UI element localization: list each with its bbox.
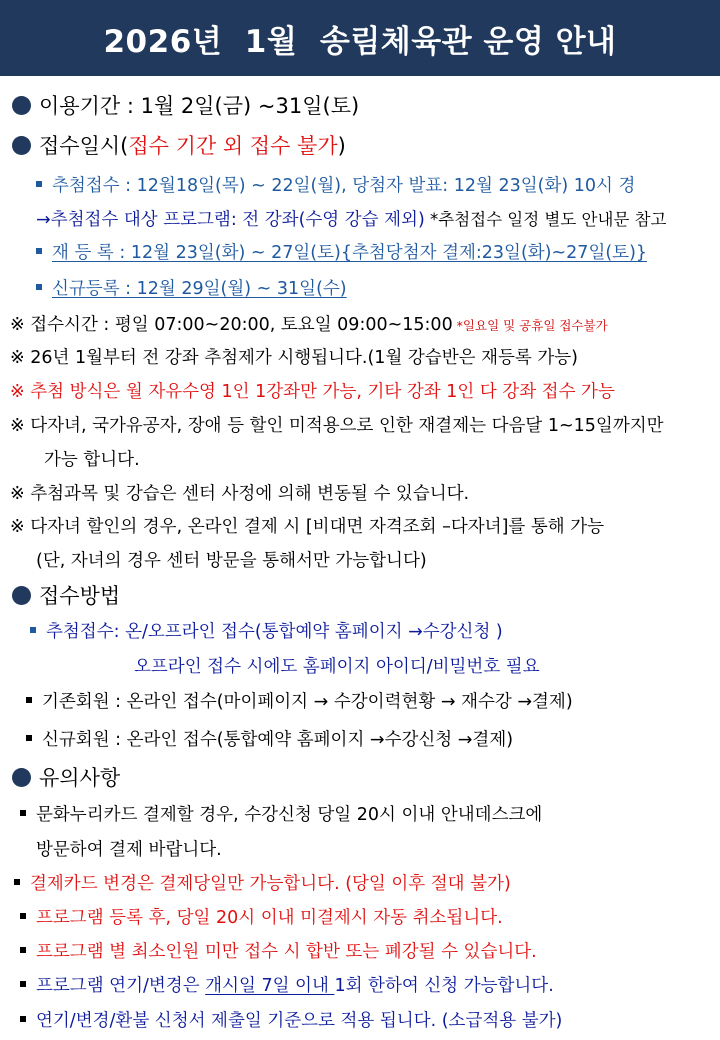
method-heading: 접수방법 xyxy=(39,584,121,608)
reception-heading: 접수일시( xyxy=(39,134,129,158)
notice-heading: 유의사항 xyxy=(39,766,121,790)
period-line xyxy=(12,93,359,119)
notice-item-5-underlined: 개시일 7일 이내 xyxy=(205,976,335,996)
period-value: 1월 2일(금) ~31일(토) xyxy=(133,94,360,118)
notice-heading-line xyxy=(12,765,120,791)
lottery-period: 추첨접수 : 12월18일(목) ~ 22일(월), 당첨자 발표: 12월 23일(화) 10시 경 xyxy=(52,176,636,196)
hours-line xyxy=(10,314,608,337)
circle-bullet-icon xyxy=(12,586,31,605)
notice-item-2-text: 결제카드 변경은 결제당일만 가능합니다. (당일 이후 절대 불가) xyxy=(30,874,511,894)
circle-bullet-icon xyxy=(12,96,31,115)
notice-item-1-text: 문화누리카드 결제할 경우, 수강신청 당일 20시 이내 안내데스크에 xyxy=(36,805,543,825)
lottery-period-line xyxy=(36,175,635,197)
lottery-target-line xyxy=(36,209,666,231)
square-bullet-icon xyxy=(20,981,26,987)
reception-hours: ※ 접수시간 : 평일 07:00~20:00, 토요일 09:00~15:00 xyxy=(10,315,453,335)
period-heading: 이용기간 : xyxy=(39,94,134,118)
note-lottery-system: ※ 26년 1월부터 전 강좌 추첨제가 시행됩니다.(1월 강습반은 재등록 가능) xyxy=(10,348,579,368)
method-lottery: 추첨접수: 온/오프라인 접수(통합예약 홈페이지 →수강신청 ) xyxy=(46,622,503,642)
note-multichild-discount: ※ 다자녀 할인의 경우, 온라인 결제 시 [비대면 자격조회 –다자녀]를 통해 가능 xyxy=(10,517,605,537)
circle-bullet-icon xyxy=(12,768,31,787)
circle-bullet-icon xyxy=(12,136,31,155)
square-bullet-icon xyxy=(26,735,32,741)
note-multichild-discount-cont: (단, 자녀의 경우 센터 방문을 통해서만 가능합니다) xyxy=(36,551,427,571)
square-bullet-icon xyxy=(20,947,26,953)
notice-item-1 xyxy=(20,804,542,826)
reception-heading-warning: 접수 기간 외 접수 불가 xyxy=(128,134,338,158)
square-bullet-icon xyxy=(20,913,26,919)
new-register-line xyxy=(36,278,347,300)
method-lottery-line xyxy=(30,621,503,643)
notice-item-5-pre: 프로그램 연기/변경은 xyxy=(36,976,206,996)
page-title: 2026년 1월 송림체육관 운영 안내 xyxy=(103,23,617,60)
note-discount-repay-cont: 가능 합니다. xyxy=(44,450,140,470)
new-register-period: 신규등록 : 12월 29일(월) ~ 31일(수) xyxy=(52,279,347,299)
notice-item-2 xyxy=(14,873,511,895)
note-lottery-method: ※ 추첨 방식은 월 자유수영 1인 1강좌만 가능, 기타 강좌 1인 다 강좌 접수 가능 xyxy=(10,382,615,402)
square-bullet-icon xyxy=(36,284,42,290)
notice-item-5 xyxy=(20,975,554,997)
re-register-period: 재 등 록 : 12월 23일(화) ~ 27일(토){추첨당첨자 결제:23일(화)~27일(토)} xyxy=(52,243,648,263)
square-bullet-icon xyxy=(30,627,36,633)
hours-note: *일요일 및 공휴일 접수불가 xyxy=(452,318,608,333)
re-register-line xyxy=(36,242,647,264)
title-banner xyxy=(0,0,720,76)
notice-item-6 xyxy=(20,1010,562,1032)
square-bullet-icon xyxy=(36,181,42,187)
notice-item-4 xyxy=(20,941,537,963)
lottery-note: *추첨접수 일정 별도 안내문 참고 xyxy=(424,210,667,229)
method-existing: 기존회원 : 온라인 접수(마이페이지 → 수강이력현황 → 재수강 →결제) xyxy=(42,692,573,712)
notice-item-4-text: 프로그램 별 최소인원 미만 접수 시 합반 또는 폐강될 수 있습니다. xyxy=(36,942,537,962)
reception-heading-line xyxy=(12,133,346,159)
note-discount-repay: ※ 다자녀, 국가유공자, 장애 등 할인 미적용으로 인한 재결제는 다음달 1~15일까지만 xyxy=(10,416,664,436)
method-new-line xyxy=(26,729,513,751)
square-bullet-icon xyxy=(20,1016,26,1022)
lottery-target: →추첨접수 대상 프로그램: 전 강좌(수영 강습 제외) xyxy=(36,210,425,230)
method-existing-line xyxy=(26,691,573,713)
method-heading-line xyxy=(12,583,120,609)
notice-item-3 xyxy=(20,907,503,929)
notice-item-5-post: 1회 한하여 신청 가능합니다. xyxy=(334,976,554,996)
notice-item-1-cont: 방문하여 결제 바랍니다. xyxy=(36,840,222,860)
method-lottery-sub: 오프라인 접수 시에도 홈페이지 아이디/비밀번호 필요 xyxy=(134,657,540,677)
square-bullet-icon xyxy=(20,810,26,816)
notice-item-3-text: 프로그램 등록 후, 당일 20시 이내 미결제시 자동 취소됩니다. xyxy=(36,908,503,928)
notice-item-6-text: 연기/변경/환불 신청서 제출일 기준으로 적용 됩니다. (소급적용 불가) xyxy=(36,1011,563,1031)
square-bullet-icon xyxy=(26,697,32,703)
reception-heading-close: ) xyxy=(337,134,346,158)
square-bullet-icon xyxy=(14,879,20,885)
note-schedule-change: ※ 추첨과목 및 강습은 센터 사정에 의해 변동될 수 있습니다. xyxy=(10,484,470,504)
method-new: 신규회원 : 온라인 접수(통합예약 홈페이지 →수강신청 →결제) xyxy=(42,730,514,750)
square-bullet-icon xyxy=(36,248,42,254)
